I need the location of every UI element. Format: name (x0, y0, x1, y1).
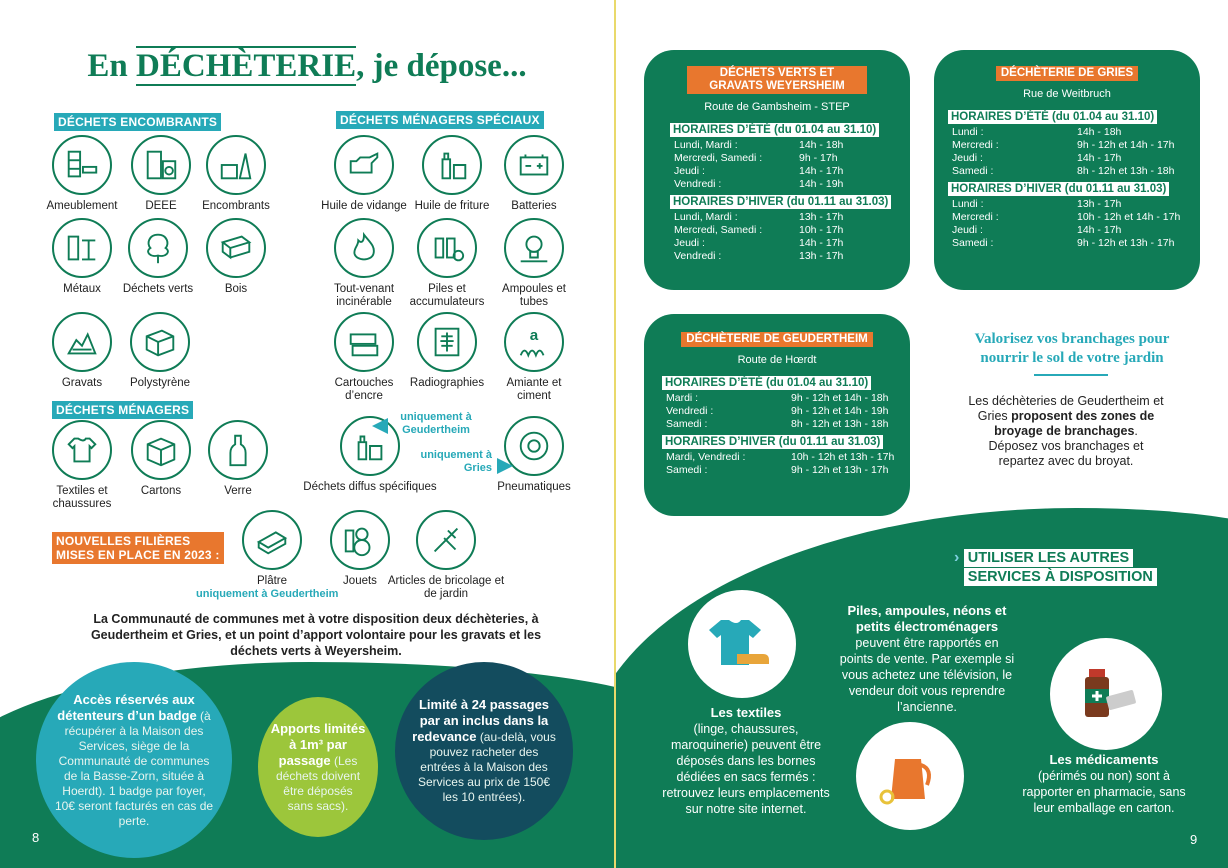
card-title: DÉCHÈTERIE DE GEUDERTHEIM (681, 332, 872, 347)
schedule-hours: 9h - 12h et 13h - 17h (791, 464, 889, 476)
schedule-hours: 9h - 17h (799, 152, 838, 164)
service-textiles: Les textiles (linge, chaussures, maroquinerie) peuvent être déposés dans les bornes dédiées en sacs fermés : retrouvez leurs emplacements sur notre site internet. (662, 705, 830, 816)
schedule-row (674, 152, 843, 165)
asbestos-icon (504, 312, 564, 372)
summer-table (952, 126, 1175, 178)
bubble-passages: Limité à 24 passages par an inclus dans la redevance (au-delà, vous pouvez racheter des entrées à la Maison des Services au prix de 150€ les 10 entrées). (395, 662, 573, 840)
item-bricolage: Articles de bricolage et de jardin (372, 510, 520, 601)
ink-cartridge-icon (334, 312, 394, 372)
item-metaux: Métaux (27, 218, 137, 296)
schedule-hours: 13h - 17h (799, 250, 844, 262)
card-weyersheim (644, 50, 910, 290)
schedule-hours: 10h - 17h (799, 224, 844, 236)
schedule-hours: 8h - 12h et 13h - 18h (791, 418, 889, 430)
rubble-icon (52, 312, 112, 372)
winter-table (674, 211, 843, 263)
item-amiante: a Amiante et ciment (479, 312, 589, 403)
schedule-row (666, 418, 889, 431)
right-page (616, 0, 1228, 868)
item-ameublement: Ameublement (27, 135, 137, 213)
schedule-hours: 10h - 12h et 14h - 17h (1077, 211, 1181, 223)
bubble-badge: Accès réservés aux détenteurs d’un badge (à récupérer à la Maison des Services, siège de la Communauté de communes de la Basse-Zorn, située à Hoerdt). 1 badge par foyer, 10€ seront facturés en cas de perte. (36, 662, 232, 858)
note-geudertheim: uniquement à Geudertheim (400, 411, 472, 436)
schedule-hours: 9h - 12h et 14h - 17h (1077, 139, 1175, 151)
item-diffus: Déchets diffus spécifiques (300, 416, 440, 494)
pallet-icon (206, 218, 266, 278)
page-title: En DÉCHÈTERIE, je dépose... (87, 48, 527, 84)
services-heading: › UTILISER LES AUTRES SERVICES À DISPOSITION (954, 549, 1157, 586)
item-dechets-verts: Déchets verts (103, 218, 213, 296)
card-gries (934, 50, 1200, 290)
category-menagers: DÉCHETS MÉNAGERS (52, 401, 193, 419)
arrow-geudertheim-icon (372, 418, 388, 434)
note-gries: uniquement à Gries (420, 449, 492, 474)
schedule-hours: 14h - 17h (799, 165, 844, 177)
tire-icon (504, 416, 564, 476)
schedule-day: Mercredi, Samedi : (674, 224, 763, 236)
textile-icon (688, 590, 796, 698)
schedule-day: Lundi, Mardi : (674, 211, 738, 223)
card-address: Route de Gambsheim - STEP (704, 101, 850, 113)
schedule-row (952, 126, 1175, 139)
battery-icon (504, 135, 564, 195)
kettle-icon (856, 722, 964, 830)
schedule-hours: 8h - 12h et 13h - 18h (1077, 165, 1175, 177)
item-cartons: Cartons (106, 420, 216, 498)
svg-text:a: a (529, 327, 539, 345)
schedule-hours: 14h - 17h (1077, 152, 1122, 164)
service-medicaments: Les médicaments (périmés ou non) sont à rapporter en pharmacie, sans leur emballage en carton. (1022, 752, 1186, 815)
schedule-row (952, 139, 1175, 152)
item-polystyrene: Polystyrène (105, 312, 215, 390)
item-deee: DEEE (106, 135, 216, 213)
summer-header: HORAIRES D’ÉTÉ (du 01.04 au 31.10) (670, 123, 879, 137)
schedule-row (666, 464, 894, 477)
item-radiographies: Radiographies (392, 312, 502, 390)
schedule-hours: 9h - 12h et 13h - 17h (1077, 237, 1175, 249)
page-number-right: 9 (1190, 832, 1198, 847)
item-ampoules: Ampoules et tubes (479, 218, 589, 309)
schedule-hours: 14h - 17h (799, 237, 844, 249)
item-encombrants: Encombrants (181, 135, 291, 213)
winter-header: HORAIRES D’HIVER (du 01.11 au 31.03) (948, 182, 1169, 196)
oil-bottle-icon (422, 135, 482, 195)
schedule-day: Lundi : (952, 126, 984, 138)
schedule-row (952, 211, 1180, 224)
schedule-hours: 14h - 19h (799, 178, 844, 190)
card-address: Route de Hœrdt (737, 354, 817, 366)
flame-icon (334, 218, 394, 278)
schedule-hours: 9h - 12h et 14h - 19h (791, 405, 889, 417)
schedule-row (674, 237, 843, 250)
category-speciaux: DÉCHETS MÉNAGERS SPÉCIAUX (336, 111, 544, 129)
item-piles: Piles et accumulateurs (392, 218, 502, 309)
schedule-day: Jeudi : (952, 152, 983, 164)
plaster-icon (242, 510, 302, 570)
schedule-row (666, 392, 889, 405)
schedule-day: Lundi, Mardi : (674, 139, 738, 151)
schedule-day: Jeudi : (952, 224, 983, 236)
schedule-day: Mercredi, Samedi : (674, 152, 763, 164)
schedule-day: Vendredi : (674, 178, 722, 190)
schedule-day: Jeudi : (674, 237, 705, 249)
item-platre: Plâtre (217, 510, 327, 588)
valorisez-divider (1034, 374, 1108, 376)
schedule-hours: 13h - 17h (1077, 198, 1122, 210)
schedule-row (666, 451, 894, 464)
schedule-hours: 13h - 17h (799, 211, 844, 223)
furniture-icon (52, 135, 112, 195)
schedule-row (952, 224, 1180, 237)
winter-table (666, 451, 894, 477)
card-title: DÉCHETS VERTS ET GRAVATS WEYERSHEIM (687, 66, 867, 94)
bottle-icon (208, 420, 268, 480)
schedule-day: Vendredi : (666, 405, 714, 417)
chevron-right-icon: › (954, 549, 960, 566)
item-cartouches: Cartouches d’encre (309, 312, 419, 403)
schedule-row (952, 198, 1180, 211)
arrow-gries-icon (497, 458, 513, 474)
bulky-items-icon (206, 135, 266, 195)
schedule-hours: 14h - 17h (1077, 224, 1122, 236)
schedule-day: Samedi : (952, 165, 994, 177)
medicine-icon (1050, 638, 1162, 750)
schedule-row (674, 224, 843, 237)
category-encombrants: DÉCHETS ENCOMBRANTS (54, 113, 221, 131)
card-title: DÉCHÈTERIE DE GRIES (996, 66, 1138, 81)
summer-header: HORAIRES D’ÉTÉ (du 01.04 au 31.10) (948, 110, 1157, 124)
oil-can-icon (334, 135, 394, 195)
schedule-day: Lundi : (952, 198, 984, 210)
schedule-hours: 9h - 12h et 14h - 18h (791, 392, 889, 404)
winter-header: HORAIRES D’HIVER (du 01.11 au 31.03) (670, 195, 891, 209)
schedule-row (674, 139, 843, 152)
schedule-hours: 10h - 12h et 13h - 17h (791, 451, 895, 463)
schedule-day: Jeudi : (674, 165, 705, 177)
item-verre: Verre (183, 420, 293, 498)
winter-header: HORAIRES D’HIVER (du 01.11 au 31.03) (662, 435, 883, 449)
schedule-day: Mercredi : (952, 211, 999, 223)
box-icon (131, 420, 191, 480)
category-nouvelles: NOUVELLES FILIÈRES MISES EN PLACE EN 2023 : (52, 532, 224, 564)
schedule-row (674, 250, 843, 263)
item-huile-friture: Huile de friture (397, 135, 507, 213)
schedule-hours: 14h - 18h (799, 139, 844, 151)
service-piles: Piles, ampoules, néons et petits électroménagers peuvent être rapportés en points de vente. Par exemple si vous achetez une télévision, le vendeur doit vous reprendre l’ancienne. (839, 603, 1015, 714)
page-number-left: 8 (32, 830, 40, 845)
note-platre: uniquement à Geudertheim (196, 588, 339, 600)
schedule-row (674, 211, 843, 224)
polystyrene-icon (130, 312, 190, 372)
item-gravats: Gravats (27, 312, 137, 390)
item-pneumatiques: Pneumatiques (479, 416, 589, 494)
schedule-row (674, 178, 843, 191)
schedule-day: Mardi : (666, 392, 699, 404)
item-batteries: Batteries (479, 135, 589, 213)
clothes-icon (52, 420, 112, 480)
xray-icon (417, 312, 477, 372)
tree-icon (128, 218, 188, 278)
schedule-row (666, 405, 889, 418)
schedule-row (952, 152, 1175, 165)
valorisez-text: Les déchèteries de Geudertheim et Gries proposent des zones de broyage de branchages. Déposez vos branchages et repartez avec du broyat. (968, 394, 1164, 468)
schedule-row (952, 165, 1175, 178)
card-address: Rue de Weitbruch (1023, 88, 1111, 100)
schedule-day: Samedi : (666, 418, 708, 430)
intro-text: La Communauté de communes met à votre disposition deux déchèteries, à Geudertheim et Gries, et un point d’apport volontaire pour les gravats et les déchets verts à Weyersheim. (90, 612, 542, 658)
summer-header: HORAIRES D’ÉTÉ (du 01.04 au 31.10) (662, 376, 871, 390)
schedule-day: Mercredi : (952, 139, 999, 151)
item-jouets: Jouets (305, 510, 415, 588)
bubble-volume: Apports limités à 1m³ par passage (Les déchets doivent être déposés sans sacs). (258, 697, 378, 837)
schedule-row (674, 165, 843, 178)
item-tout-venant: Tout-venant incinérable (309, 218, 419, 309)
tools-icon (416, 510, 476, 570)
schedule-day: Samedi : (952, 237, 994, 249)
item-bois: Bois (181, 218, 291, 296)
item-textiles: Textiles et chaussures (27, 420, 137, 511)
winter-table (952, 198, 1180, 250)
light-bulb-icon (504, 218, 564, 278)
schedule-row (952, 237, 1180, 250)
item-huile-vidange: Huile de vidange (309, 135, 419, 213)
chemicals-icon (340, 416, 400, 476)
schedule-day: Mardi, Vendredi : (666, 451, 746, 463)
card-geudertheim (644, 314, 910, 516)
summer-table (674, 139, 843, 191)
summer-table (666, 392, 889, 431)
schedule-day: Samedi : (666, 464, 708, 476)
schedule-hours: 14h - 18h (1077, 126, 1122, 138)
valorisez-title: Valorisez vos branchages pour nourrir le sol de votre jardin (974, 331, 1170, 366)
batteries-cells-icon (417, 218, 477, 278)
schedule-day: Vendredi : (674, 250, 722, 262)
